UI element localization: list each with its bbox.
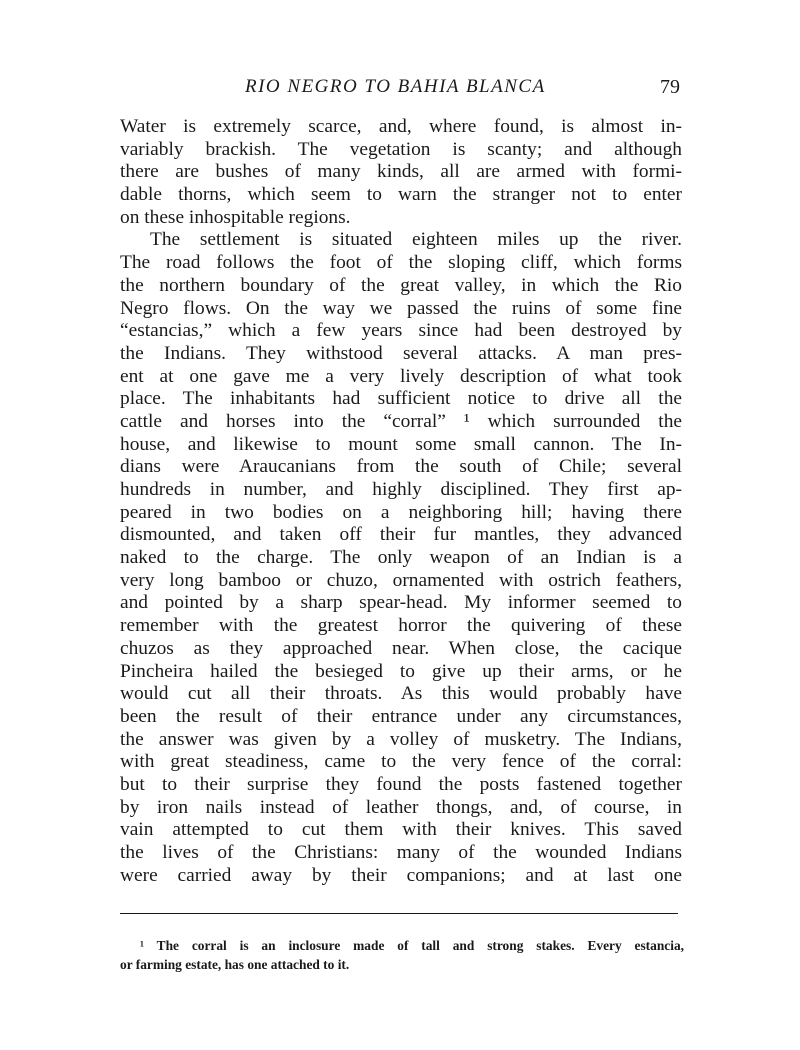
text-line: The road follows the foot of the sloping cliff, which forms	[120, 252, 682, 274]
text-line: naked to the charge. The only weapon of an Indian is a	[120, 547, 682, 569]
text-line: there are bushes of many kinds, all are armed with formi-	[120, 161, 682, 183]
text-line: peared in two bodies on a neighboring hill; having there	[120, 501, 682, 523]
text-line: by iron nails instead of leather thongs, and, of course, in	[120, 796, 682, 818]
text-line: and pointed by a sharp spear-head. My informer seemed to	[120, 592, 682, 614]
text-line: the Indians. They withstood several attacks. A man pres-	[120, 342, 682, 364]
text-line: Water is extremely scarce, and, where found, is almost in-	[120, 116, 682, 137]
text-line: remember with the greatest horror the quivering of these	[120, 615, 682, 637]
text-line: ent at one gave me a very lively description of what took	[120, 365, 682, 387]
text-line: the northern boundary of the great valley, in which the Rio	[120, 274, 682, 296]
text-line: the answer was given by a volley of musketry. The Indians,	[120, 728, 682, 750]
text-line: Negro flows. On the way we passed the ruins of some fine	[120, 297, 682, 319]
text-line: very long bamboo or chuzo, ornamented with ostrich feathers,	[120, 569, 682, 591]
text-line: hundreds in number, and highly disciplined. They first ap-	[120, 479, 682, 500]
running-head	[120, 76, 680, 106]
text-line: Pincheira hailed the besieged to give up their arms, or he	[120, 660, 682, 682]
text-line: dians were Araucanians from the south of Chile; several	[120, 456, 682, 478]
text-line: chuzos as they approached near. When close, the cacique	[120, 637, 682, 659]
text-line: The settlement is situated eighteen miles up the river.	[150, 229, 682, 251]
footnote-line: or farming estate, has one attached to it.	[120, 957, 350, 972]
text-line: vain attempted to cut them with their knives. This saved	[120, 819, 682, 841]
running-title: RIO NEGRO TO BAHIA BLANCA	[245, 76, 546, 97]
body-text	[120, 116, 682, 887]
text-line: dismounted, and taken off their fur mantles, they advanced	[120, 524, 682, 546]
footnote-divider	[120, 913, 678, 914]
text-line: been the result of their entrance under any circumstances,	[120, 705, 682, 727]
text-line: on these inhospitable regions.	[120, 206, 351, 228]
text-line: dable thorns, which seem to warn the stranger not to enter	[120, 184, 682, 206]
text-line: would cut all their throats. As this would probably have	[120, 683, 682, 705]
text-line: the lives of the Christians: many of the wounded Indians	[120, 842, 682, 863]
text-line: with great steadiness, came to the very fence of the corral:	[120, 751, 682, 773]
footnote-line: ¹ The corral is an inclosure made of tall and strong stakes. Every estancia,	[140, 938, 684, 953]
text-line: were carried away by their companions; and at last one	[120, 864, 682, 886]
page-number: 79	[660, 76, 680, 98]
text-line: house, and likewise to mount some small cannon. The In-	[120, 433, 682, 455]
text-line: but to their surprise they found the posts fastened together	[120, 773, 682, 795]
footnotes	[120, 936, 684, 974]
text-line: place. The inhabitants had sufficient notice to drive all the	[120, 388, 682, 410]
text-line: cattle and horses into the “corral” ¹ which surrounded the	[120, 410, 682, 432]
text-line: “estancias,” which a few years since had been destroyed by	[120, 320, 682, 342]
text-line: variably brackish. The vegetation is scanty; and although	[120, 138, 682, 160]
